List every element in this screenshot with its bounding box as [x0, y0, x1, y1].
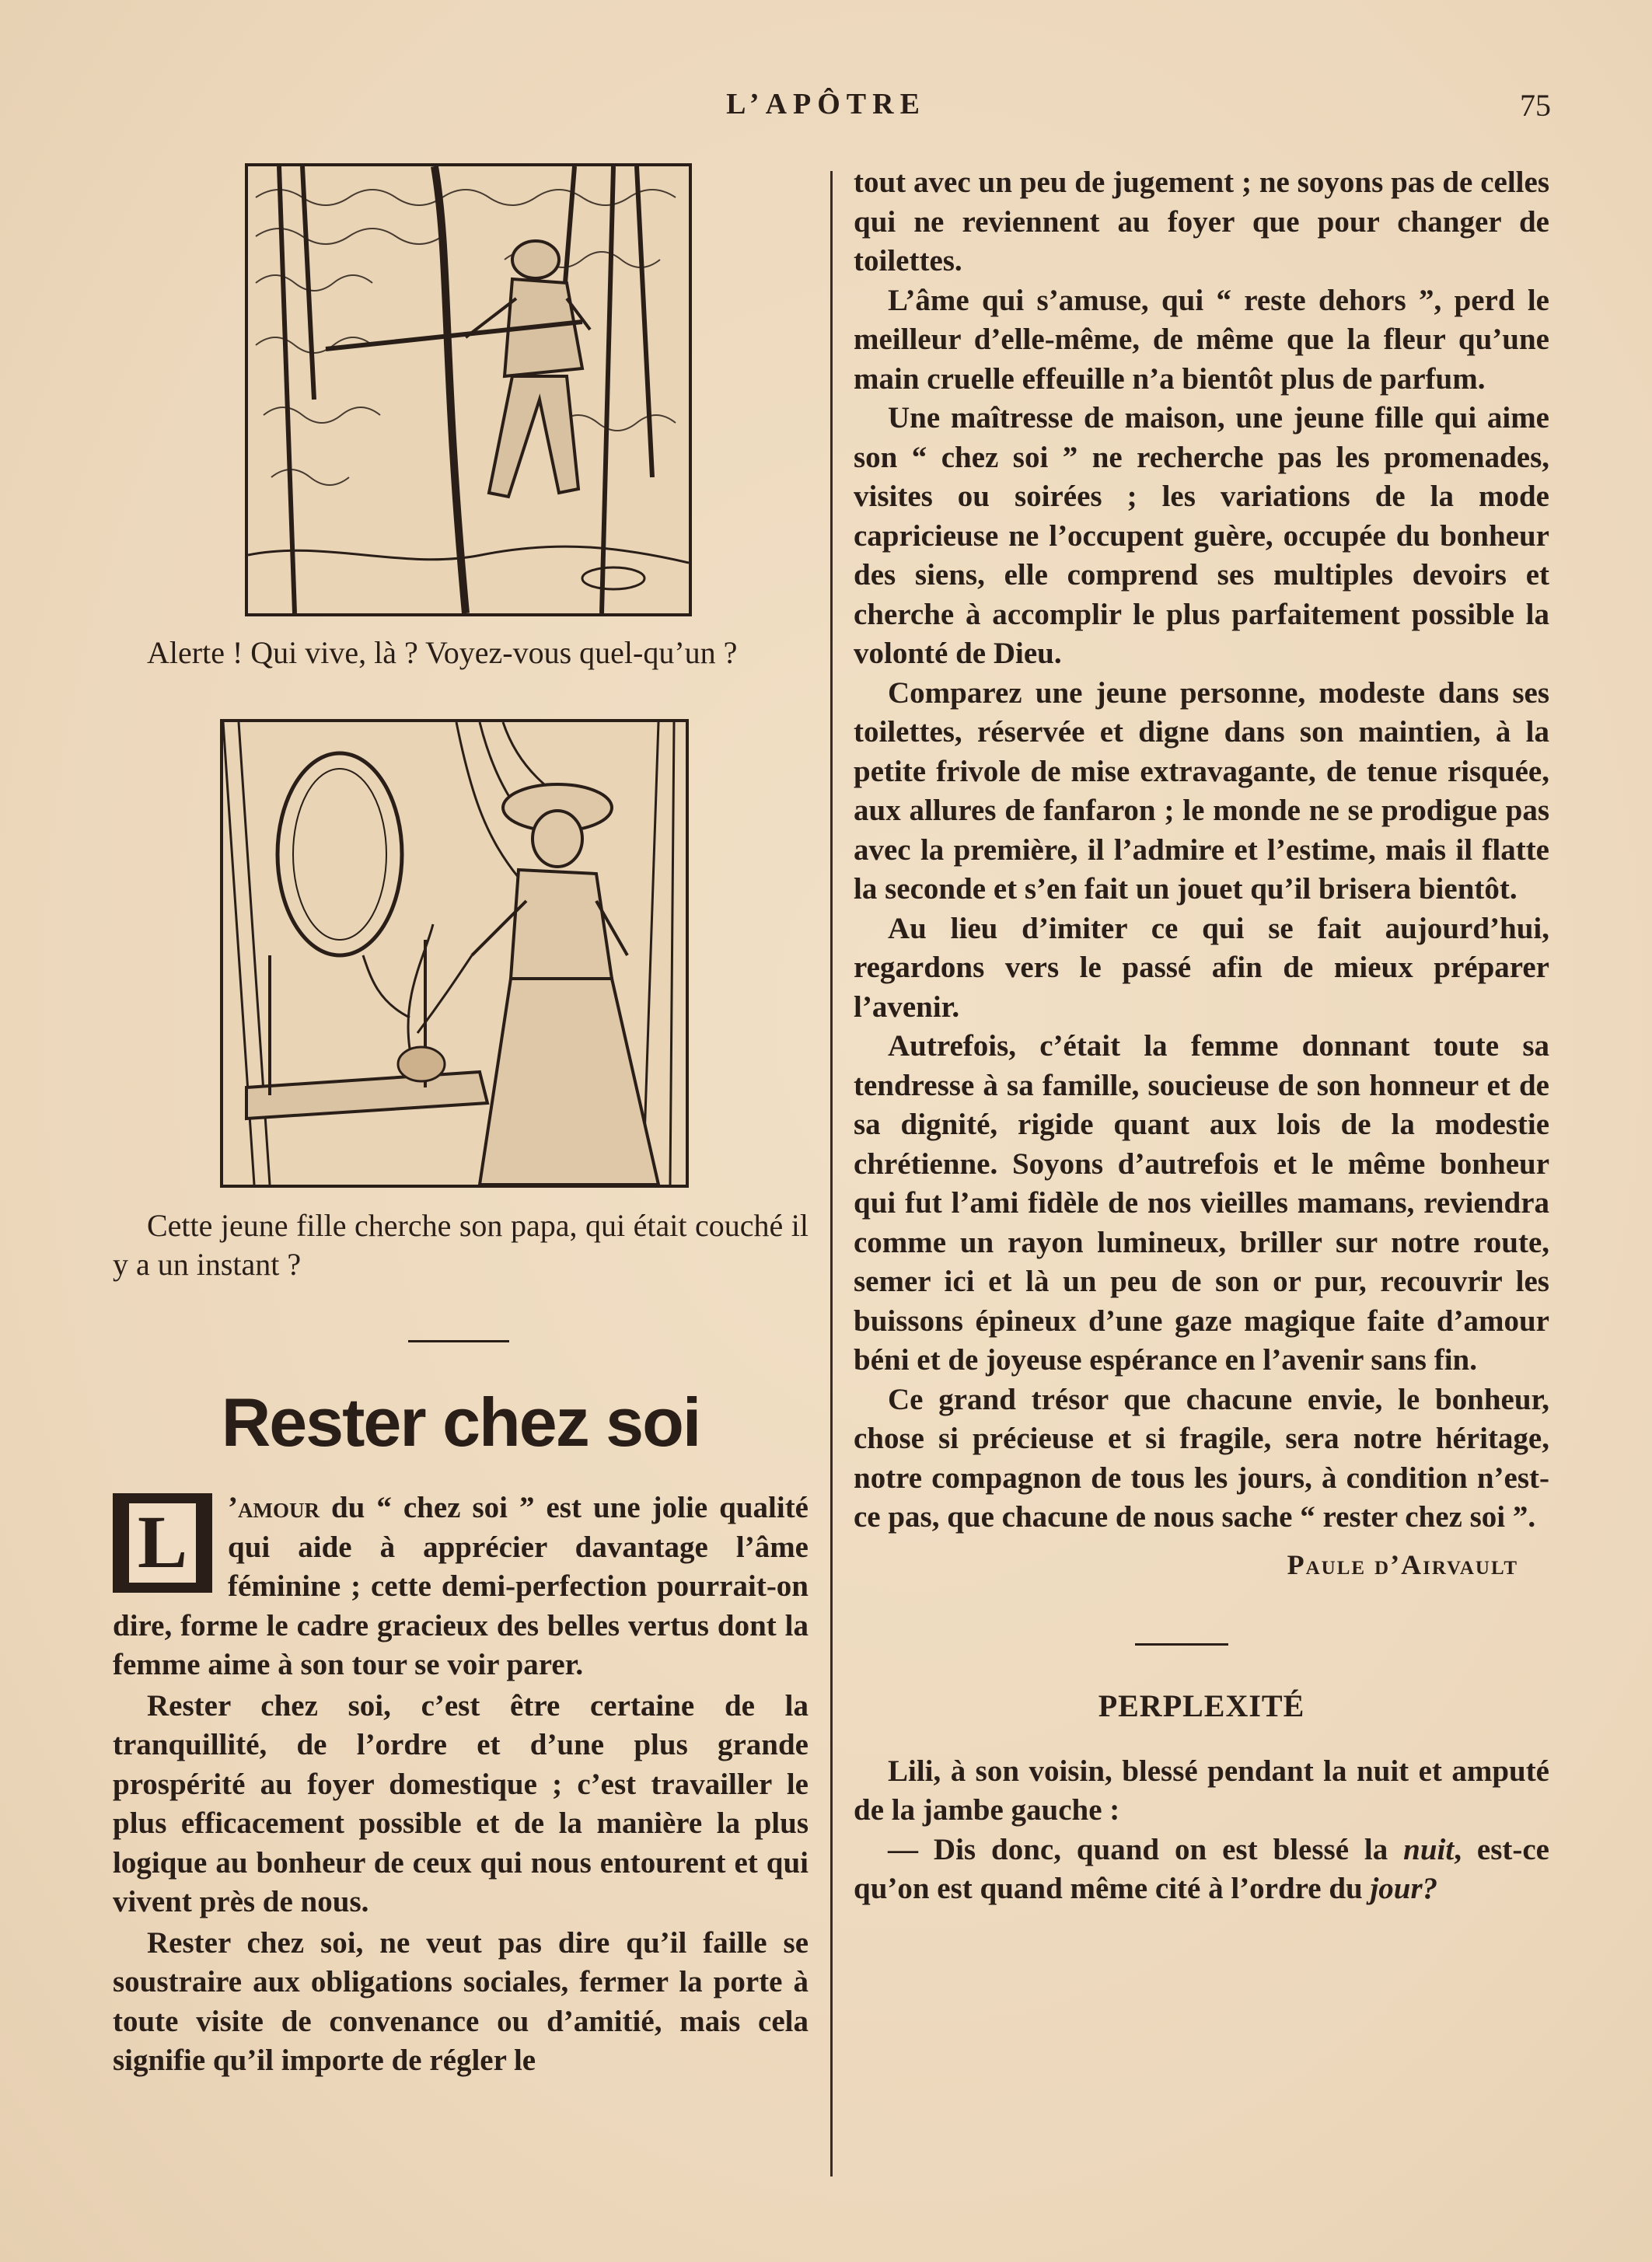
article-paragraph: tout avec un peu de jugement ; ne soyons pas de celles qui ne reviennent au foyer que pour changer de toilettes. — [854, 166, 1549, 278]
girl-engraving — [220, 719, 689, 1188]
article-paragraph: Une maîtresse de maison, une jeune fille qui aime son “ chez soi ” ne recherche pas les promenades, visites ou soirées ; les variations de la mode capricieuse ne l’occupent guère, occupée du bonheur des siens, elle comprend ses multiples devoirs et cherche à accomplir le plus parfaitement possible la volonté de Dieu. — [854, 401, 1549, 670]
article-paragraph: Ce grand trésor que chacune envie, le bonheur, chose si précieuse et si fragile, sera notre héritage, notre compagnon de tous les jours, à condition n’est-ce pas, que chacune de nous sache “ rester chez soi ”. — [854, 1382, 1549, 1534]
section-rule — [1135, 1643, 1228, 1646]
article-title: Rester chez soi — [221, 1384, 700, 1461]
perplexite-title: PERPLEXITÉ — [1098, 1688, 1305, 1723]
perplexite-dialogue — [854, 1831, 1549, 1909]
first-word-smallcaps: ’amour — [228, 1491, 320, 1524]
article-paragraph: Rester chez soi, ne veut pas dire qu’il faille se soustraire aux obligations sociales, fermer la porte à toute visite de convenance ou d’amitié, mais cela signifie qu’il importe de régler le — [113, 1925, 809, 2077]
article-paragraph: Rester chez soi, c’est être certaine de la tranquillité, de l’ordre et d’une plus grande prospérité au foyer domestique ; c’est travailler le plus efficacement possible et de la manière la plus logique au bonheur de ceux qui nous entourent et qui vivent près de nous. — [113, 1688, 809, 1918]
drop-cap-letter: L — [127, 1501, 198, 1585]
article-paragraph: L’âme qui s’amuse, qui “ reste dehors ”, perd le meilleur d’elle-même, de même que la fleur qu’une main cruelle effeuille n’a bientôt plus de parfum. — [854, 283, 1549, 396]
caption-hunter: Alerte ! Qui vive, là ? Voyez-vous quel-qu’un ? — [147, 635, 738, 670]
page-number: 75 — [1520, 88, 1551, 123]
article-paragraph: Autrefois, c’était la femme donnant toute sa tendresse à sa famille, soucieuse de son honneur et de sa dignité, rigide quant aux lois de la modestie chrétienne. Soyons d’autrefois et le même bonheur qui fut l’ami fidèle de nos vieilles mamans, reviendra comme un rayon lumineux, briller sur notre route, semer ici et là un peu de son or pur, recouvrir les buissons épineux d’une gaze magique faite d’amour béni et de joyeuse espérance en l’avenir sans fin. — [854, 1029, 1549, 1377]
girl-illustration-graphic — [223, 722, 686, 1185]
drop-cap-ornament — [113, 1493, 212, 1593]
article-paragraph: Comparez une jeune personne, modeste dans ses toilettes, réservée et digne dans son maintien, à la petite frivole de mise extravagante, de tenue risquée, aux allures de fanfaron ; le monde ne se prodigue pas avec la première, il l’admire et l’estime, mais il flatte la seconde et s’en fait un jouet qu’il brisera bientôt. — [854, 675, 1549, 906]
left-column — [113, 163, 809, 2081]
right-column — [854, 163, 1549, 1909]
section-rule — [408, 1340, 509, 1342]
dialogue-text: — Dis donc, quand on est blessé la — [888, 1832, 1404, 1866]
running-title: L’APÔTRE — [726, 88, 926, 120]
article-first-paragraph — [113, 1489, 809, 1685]
column-divider — [830, 171, 833, 2176]
hunter-illustration-graphic — [248, 166, 689, 613]
page-header — [0, 87, 1652, 134]
article-paragraph: Au lieu d’imiter ce qui se fait aujourd’hui, regardons vers le passé afin de mieux préparer l’avenir. — [854, 911, 1549, 1024]
caption-girl: Cette jeune fille cherche son papa, qui était couché il y a un instant ? — [113, 1208, 809, 1282]
dialogue-text: , est-ce qu’on est quand même cité à l’ordre du — [854, 1832, 1549, 1905]
dialogue-emphasis: jour? — [1370, 1872, 1438, 1905]
hunter-engraving — [245, 163, 692, 616]
dialogue-emphasis: nuit — [1403, 1832, 1455, 1866]
first-paragraph-text: du “ chez soi ” est une jolie qualité qui aide à apprécier davantage l’âme féminine ; cette demi-perfection pourrait-on dire, forme le cadre gracieux des belles vertus dont la femme aime à son tour se voir parer. — [113, 1491, 809, 1681]
author-signature: Paule d’Airvault — [1287, 1548, 1518, 1580]
perplexite-paragraph: Lili, à son voisin, blessé pendant la nuit et amputé de la jambe gauche : — [854, 1754, 1549, 1827]
